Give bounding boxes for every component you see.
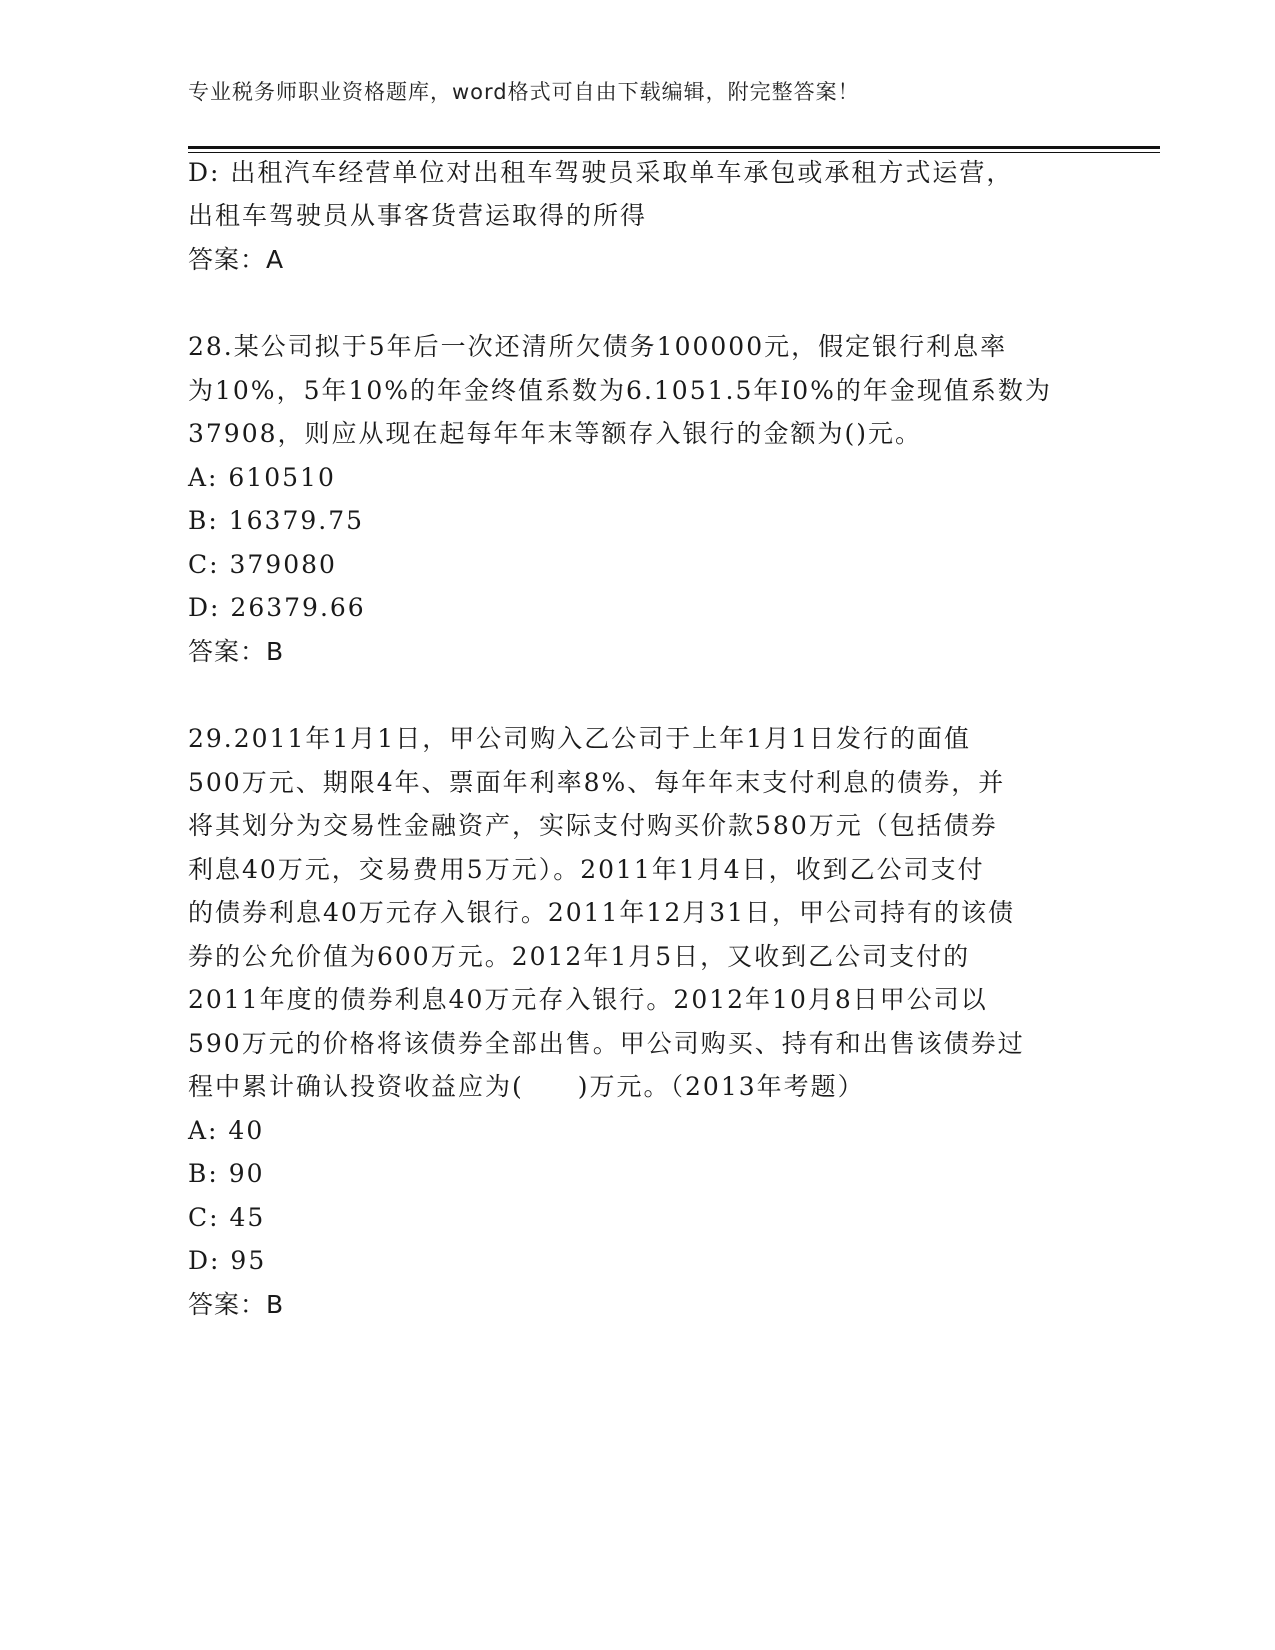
q27-answer: 答案：A [188,245,285,274]
page-header: 专业税务师职业资格题库，word格式可自由下载编辑，附完整答案！ [188,80,860,104]
q29-option-c: C: 45 [188,1203,266,1232]
q29-option-b: B: 90 [188,1159,265,1188]
header-rule-thick [188,146,1160,149]
q28-option-c: C: 379080 [188,550,337,579]
q27-option-d-line2: 出租车驾驶员从事客货营运取得的所得 [188,201,648,230]
q29-stem-line1: 29.2011年1月1日，甲公司购入乙公司于上年1月1日发行的面值 [188,724,972,753]
q28-option-a: A: 610510 [188,463,336,492]
q29-option-d: D: 95 [188,1246,267,1275]
q29-answer: 答案：B [188,1290,285,1319]
q29-stem-line5: 的债券利息40万元存入银行。2011年12月31日，甲公司持有的该债 [188,898,1016,927]
q28-answer: 答案：B [188,637,285,666]
q29-stem-line8: 590万元的价格将该债券全部出售。甲公司购买、持有和出售该债券过 [188,1029,1025,1058]
header-rule-thin [188,152,1160,153]
q27-option-d-line1: D: 出租汽车经营单位对出租车驾驶员采取单车承包或承租方式运营， [188,158,1014,187]
q28-option-b: B: 16379.75 [188,506,365,535]
q28-stem-line1: 28.某公司拟于5年后一次还清所欠债务100000元，假定银行利息率 [188,332,1008,361]
q29-stem-line3: 将其划分为交易性金融资产，实际支付购买价款580万元（包括债券 [188,811,998,840]
q29-option-a: A: 40 [188,1116,265,1145]
q28-stem-line2: 为10%，5年10%的年金终值系数为6.1051.5年I0%的年金现值系数为 [188,376,1052,405]
q29-stem-line7: 2011年度的债券利息40万元存入银行。2012年10月8日甲公司以 [188,985,988,1014]
q29-stem-line6: 券的公允价值为600万元。2012年1月5日，又收到乙公司支付的 [188,942,971,971]
q29-stem-line9: 程中累计确认投资收益应为( )万元。（2013年考题） [188,1072,865,1101]
q28-stem-line3: 37908，则应从现在起每年年末等额存入银行的金额为()元。 [188,419,923,448]
q28-option-d: D: 26379.66 [188,593,366,622]
q29-stem-line2: 500万元、期限4年、票面年利率8%、每年年末支付利息的债券，并 [188,768,1006,797]
q29-stem-line4: 利息40万元，交易费用5万元）。2011年1月4日，收到乙公司支付 [188,855,985,884]
